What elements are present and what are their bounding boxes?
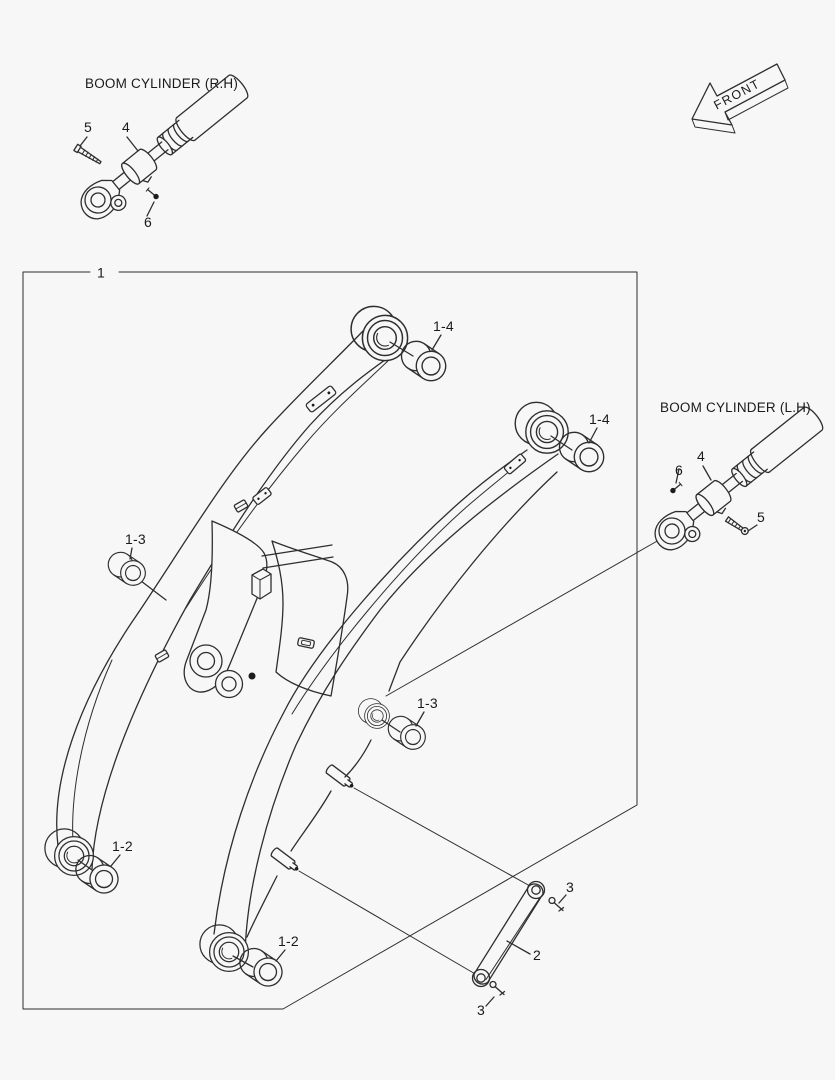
right-boom-arm [214,450,558,957]
callout-leader-lines [80,137,757,1006]
callout-1-3-mid-right: 1-3 [417,695,438,711]
eye-lower-left [45,829,94,876]
boom-cylinder-rh-inset [74,72,256,230]
callout-4-rh: 4 [122,119,130,135]
cotter-pin-bottom [490,982,505,996]
callout-4-lh: 4 [697,448,705,464]
callout-3-top: 3 [566,879,574,895]
boss-mid-right [358,699,389,729]
callout-1-4-upper-right: 1-4 [589,411,610,427]
callout-1-4-upper-left: 1-4 [433,318,454,334]
pin-upper-alignment-line [354,788,530,886]
bolt-5-lh [725,516,749,536]
pin-lower-alignment-line [299,871,477,975]
eye-upper-left [351,306,408,360]
callout-1-3-mid-left: 1-3 [125,531,146,547]
lock-link-bar [473,882,545,987]
bolt-5-rh [74,144,102,165]
boom-cylinder-lh-inset [648,404,831,560]
callout-5-rh: 5 [84,119,92,135]
lh-cylinder-leader-line [386,536,666,696]
front-label: FRONT [711,76,763,113]
inset-title-lh: BOOM CYLINDER (L.H) [660,400,811,415]
mount-pin-lower [270,847,301,874]
inset-title-rh: BOOM CYLINDER (R.H) [85,76,239,91]
callout-2-link: 2 [533,947,541,963]
bushing-1-3-mid-right [383,712,430,755]
eye-lower-right [200,925,249,972]
callout-6-lh: 6 [675,462,683,478]
callout-5-lh: 5 [757,509,765,525]
bolt-6-lh [669,482,682,494]
callout-3-bottom: 3 [477,1002,485,1018]
front-direction-arrow [692,64,788,133]
callout-1-2-lower-right: 1-2 [278,933,299,949]
center-cross-bracket [184,521,348,698]
bushing-1-3-mid-left [103,548,150,591]
callout-1-2-lower-left: 1-2 [112,838,133,854]
callout-6-rh: 6 [144,214,152,230]
assembly-box-label: 1 [97,264,105,281]
mount-pin-upper [325,764,356,791]
bolt-6-rh [146,187,160,200]
